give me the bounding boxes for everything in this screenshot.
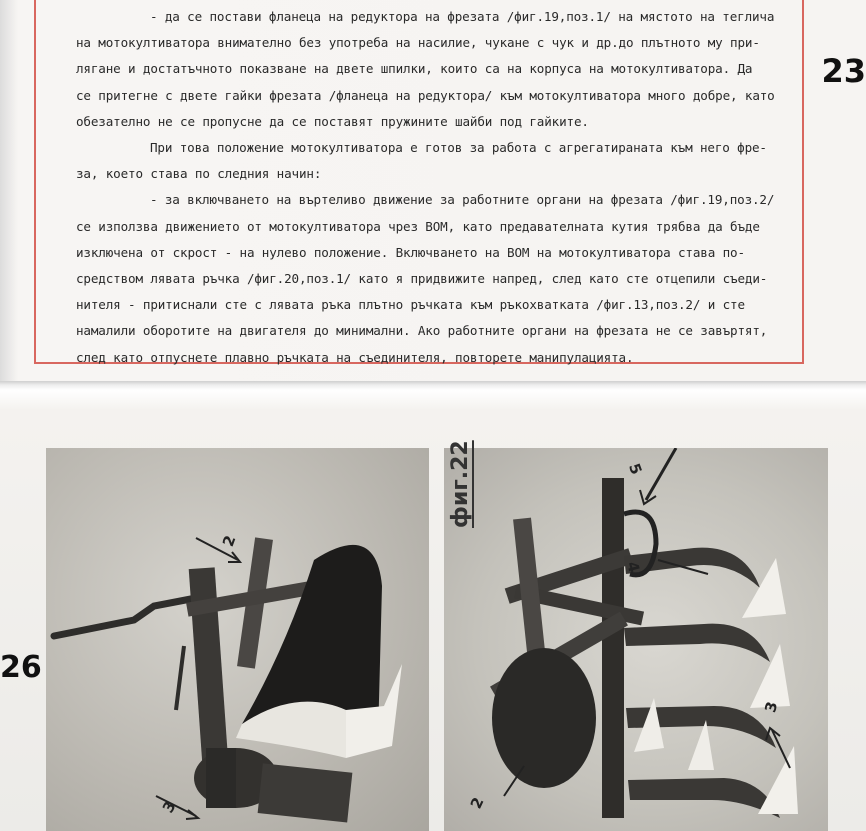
instruction-text-block: [76, 4, 796, 371]
text-line: на мотокултиватора внимателно без употреба на насилие, чукане с чук и др.до плътното му при-: [76, 35, 760, 51]
callout-2-right: 2: [466, 794, 488, 812]
text-line: обезателно не се пропусне да се поставят пружините шайби под гайките.: [76, 113, 589, 129]
text-line: след като отпуснете плавно ръчката на съединителя, повторете манипулацията.: [76, 349, 634, 365]
callout-4-right: 4: [623, 559, 644, 575]
plough-illustration: [46, 448, 429, 831]
text-line: - за включването на въртеливо движение за работните органи на фрезата /фиг.19,поз.2/: [150, 192, 775, 208]
callout-3-left: 3: [158, 797, 180, 817]
bottom-page: [0, 390, 866, 831]
page-number-top: 23: [821, 52, 866, 90]
callout-5-right: 5: [624, 461, 646, 477]
text-line: се използва движението от мотокултиватора чрез ВОМ, като предавателната кутия трябва да бъде: [76, 218, 760, 234]
figure-caption: фиг.22: [448, 440, 473, 528]
text-line: изключена от скрост - на нулево положение. Включването на ВОМ на мотокултиватора става по-: [76, 244, 745, 260]
text-line: лягане и достатъчното показване на двете шпилки, които са на корпуса на мотокултиватора. Да: [76, 61, 753, 77]
photo-cultivator-tines: [444, 440, 828, 831]
text-line: нителя - притиснали сте с лявата ръка плътно ръчката към ръкохватката /фиг.13,поз.2/ и сте: [76, 297, 745, 313]
photo-plough-attachment: [46, 448, 429, 831]
cultivator-illustration: [444, 440, 828, 831]
text-line: При това положение мотокултиватора е готов за работа с агрегатираната към него фре-: [150, 140, 767, 156]
top-page: [0, 0, 866, 383]
text-line: се притегне с двете гайки фрезата /фланеца на редуктора/ към мотокултиватора много добре, като: [76, 87, 775, 103]
text-line: намалили оборотите на двигателя до минимални. Ако работните органи на фрезата не се завъртят,: [76, 323, 768, 339]
callout-2-left: 2: [218, 533, 240, 549]
page-number-bottom: 26: [0, 650, 42, 685]
text-line: за, което става по следния начин:: [76, 166, 322, 182]
text-line: - да се постави фланеца на редуктора на фрезата /фиг.19,поз.1/ на мястото на теглича: [150, 9, 775, 24]
callout-3-right: 3: [761, 699, 782, 715]
page-divider: [0, 381, 866, 390]
text-line: средством лявата ръчка /фиг.20,поз.1/ като я придвижите напред, след като сте отцепили съеди-: [76, 271, 768, 287]
